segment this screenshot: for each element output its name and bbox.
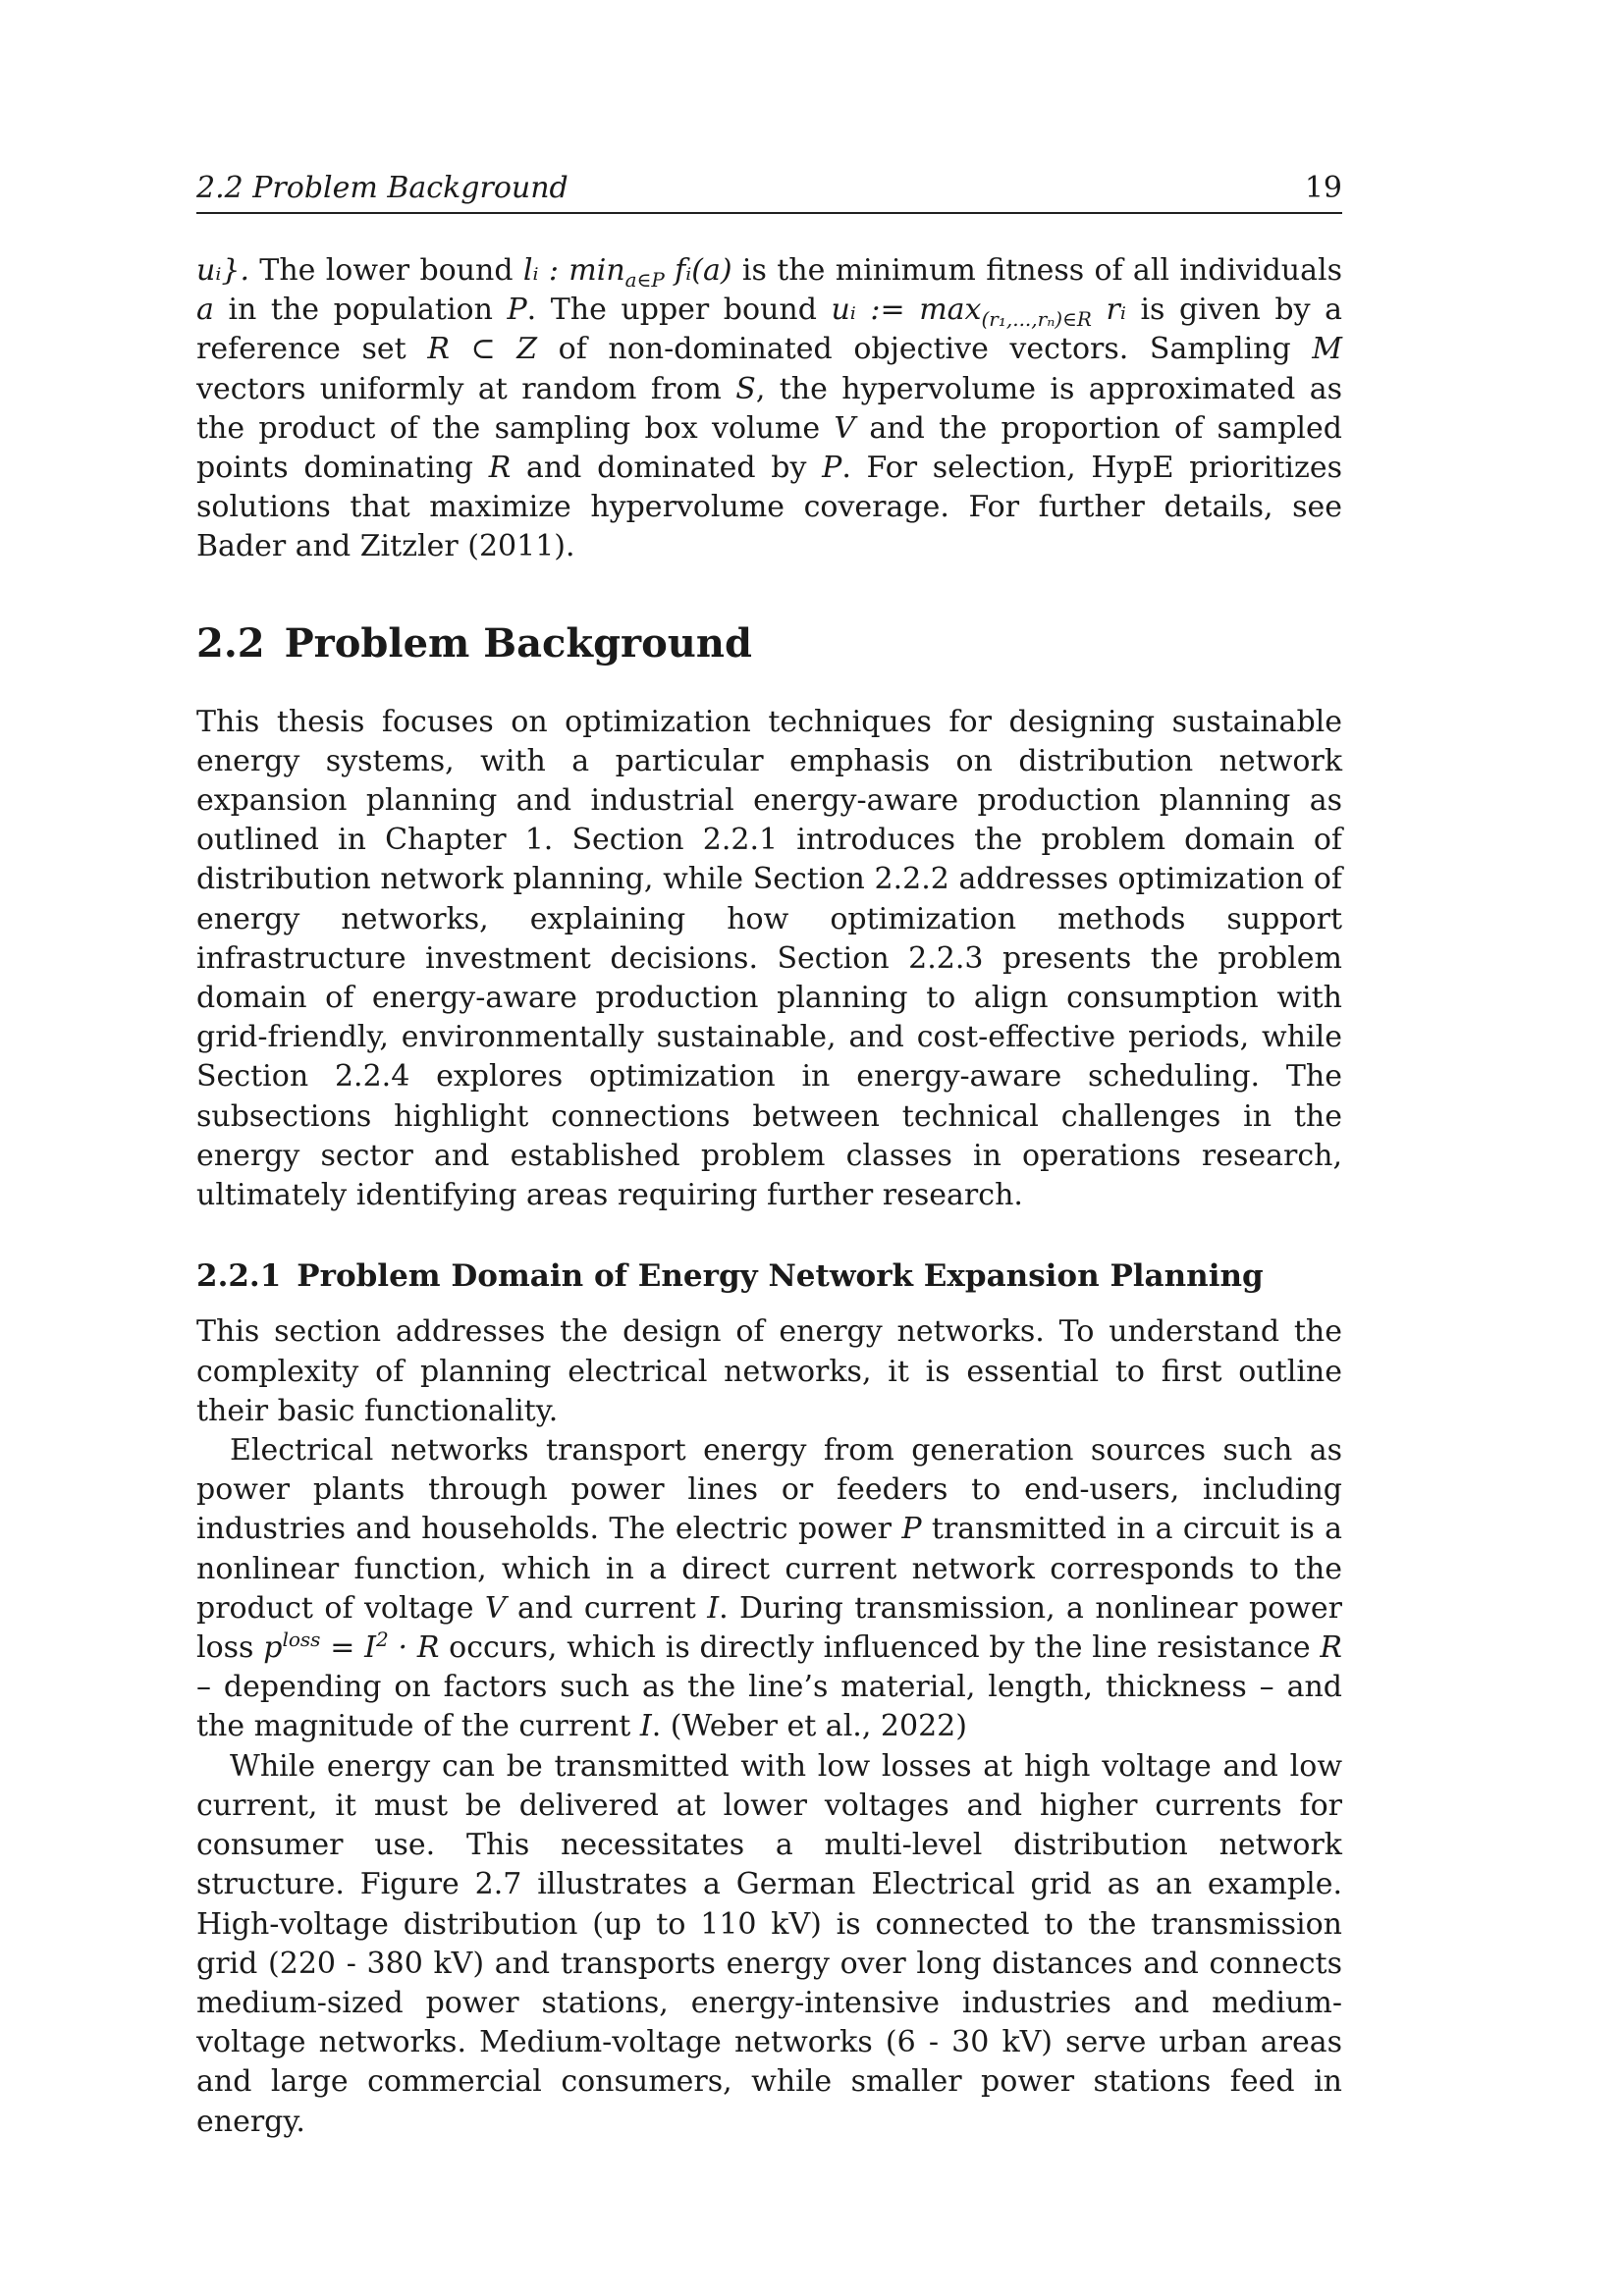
math-lower-bound: [522, 253, 732, 292]
math-eq: = I: [320, 1630, 376, 1666]
math-ui: uᵢ := max: [831, 293, 982, 328]
math-P2: P: [822, 451, 842, 486]
math-ui-sub: (r₁,...,rₙ)∈R: [981, 307, 1092, 332]
section-heading: [196, 620, 1342, 667]
p2-text-1: Electrical networks transport energy from generation sources such as power plants through power lines or feeders to end-users, including industries and households. The electric power: [196, 1433, 1342, 1547]
subsection-paragraph-3: While energy can be transmitted with low losses at high voltage and low current, it must be delivered at lower voltages and higher currents for consumer use. This necessitates a multi-level distribution network structure. Figure 2.7 illustrates a German Electrical grid as an example. High-voltage distribution (up to 110 kV) is connected to the transmission grid (220 - 380 kV) and transports energy over long distances and connects medium-sized power stations, energy-intensive industries and medium-voltage networks. Medium-voltage networks (6 - 30 kV) serve urban areas and large commercial consumers, while smaller power stations feed in energy.: [196, 1748, 1342, 2139]
math-fi: fᵢ(a): [664, 253, 732, 288]
math-RZ: R ⊂ Z: [427, 332, 538, 367]
math-V: V: [834, 410, 856, 446]
subsection-number: 2.2.1: [196, 1258, 282, 1295]
intro-text-8: , the hypervolume is approximated as the product of the sampling box volume: [196, 371, 1342, 446]
math-loss-sup: loss: [282, 1628, 321, 1652]
math-square-sup: 2: [375, 1628, 389, 1652]
intro-text-1: The lower bound: [248, 253, 523, 288]
p2-text-6: – depending on factors such as the line’s material, length, thickness – and the magnitude of the current: [196, 1670, 1342, 1744]
intro-text-3: in the population: [213, 293, 508, 328]
section-number: 2.2: [196, 619, 265, 667]
math-voltage-V: V: [484, 1590, 507, 1626]
intro-text-9: and the proportion of sampled points dominating: [196, 410, 1342, 486]
section-title: Problem Background: [284, 619, 752, 667]
p2-text-4: . During transmission, a nonlinear power loss: [196, 1590, 1342, 1666]
p2-text-3: and current: [506, 1590, 708, 1626]
math-power-P: P: [901, 1512, 922, 1547]
p2-text-5: occurs, which is directly influenced by the line resistance: [439, 1630, 1321, 1666]
section-paragraph: This thesis focuses on optimization techniques for designing sustainable energy systems, with a particular emphasis on distribution network expansion planning and industrial energy-aware production planning as outlined in Chapter 1. Section 2.2.1 introduces the problem domain of distribution network planning, while Section 2.2.2 addresses optimization of energy networks, explaining how optimization methods support infrastructure investment decisions. Section 2.2.3 presents the problem domain of energy-aware production planning to align consumption with grid-friendly, environmentally sustainable, and cost-effective periods, while Section 2.2.4 explores optimization in energy-aware scheduling. The subsections highlight connections between technical challenges in the energy sector and established problem classes in operations research, ultimately identifying areas requiring further research.: [196, 704, 1342, 1213]
p2-text-7: . (Weber et al., 2022): [651, 1709, 967, 1744]
page: [196, 172, 1342, 2142]
running-title: 2.2 Problem Background: [196, 171, 568, 205]
intro-text-2: is the minimum fitness of all individuals: [731, 253, 1342, 288]
intro-text-5: is given by a reference set: [196, 293, 1342, 367]
intro-text-11: . For selection, HypE prioritizes solutions that maximize hypervolume coverage. For further details, see Bader and Zitzler (2011).: [196, 451, 1342, 564]
math-ui-close: uᵢ}.: [196, 253, 249, 288]
math-current-I: I: [707, 1590, 720, 1626]
math-current-I2: I: [639, 1709, 652, 1744]
math-p: p: [263, 1630, 283, 1666]
math-M: M: [1312, 332, 1342, 367]
intro-text-7: vectors uniformly at random from: [196, 371, 736, 406]
page-number: 19: [1304, 171, 1342, 205]
math-resistance-R: R: [1320, 1630, 1342, 1666]
intro-paragraph: [196, 251, 1342, 567]
math-power-loss: [263, 1630, 439, 1665]
intro-text-4: . The upper bound: [526, 293, 832, 328]
intro-text-10: and dominated by: [511, 451, 823, 486]
math-li: lᵢ : min: [522, 253, 625, 288]
math-R: R: [488, 451, 512, 486]
subsection-heading: [196, 1258, 1342, 1295]
math-S: S: [735, 371, 756, 406]
math-dotR: · R: [388, 1630, 440, 1666]
intro-text-6: of non-dominated objective vectors. Sampling: [537, 332, 1313, 367]
subsection-paragraph-2: [196, 1431, 1342, 1747]
subsection-title: Problem Domain of Energy Network Expansion Planning: [297, 1258, 1264, 1295]
math-ri: rᵢ: [1091, 293, 1126, 328]
p2-text-2: transmitted in a circuit is a nonlinear function, which in a direct current network corresponds to the product of voltage: [196, 1512, 1342, 1626]
math-a: a: [196, 293, 214, 328]
running-header: [196, 172, 1342, 214]
math-P: P: [507, 293, 527, 328]
math-li-sub: a∈P: [624, 268, 665, 292]
subsection-paragraph-1: This section addresses the design of energy networks. To understand the complexity of planning electrical networks, it is essential to first outline their basic functionality.: [196, 1314, 1342, 1428]
math-upper-bound: [831, 293, 1126, 332]
